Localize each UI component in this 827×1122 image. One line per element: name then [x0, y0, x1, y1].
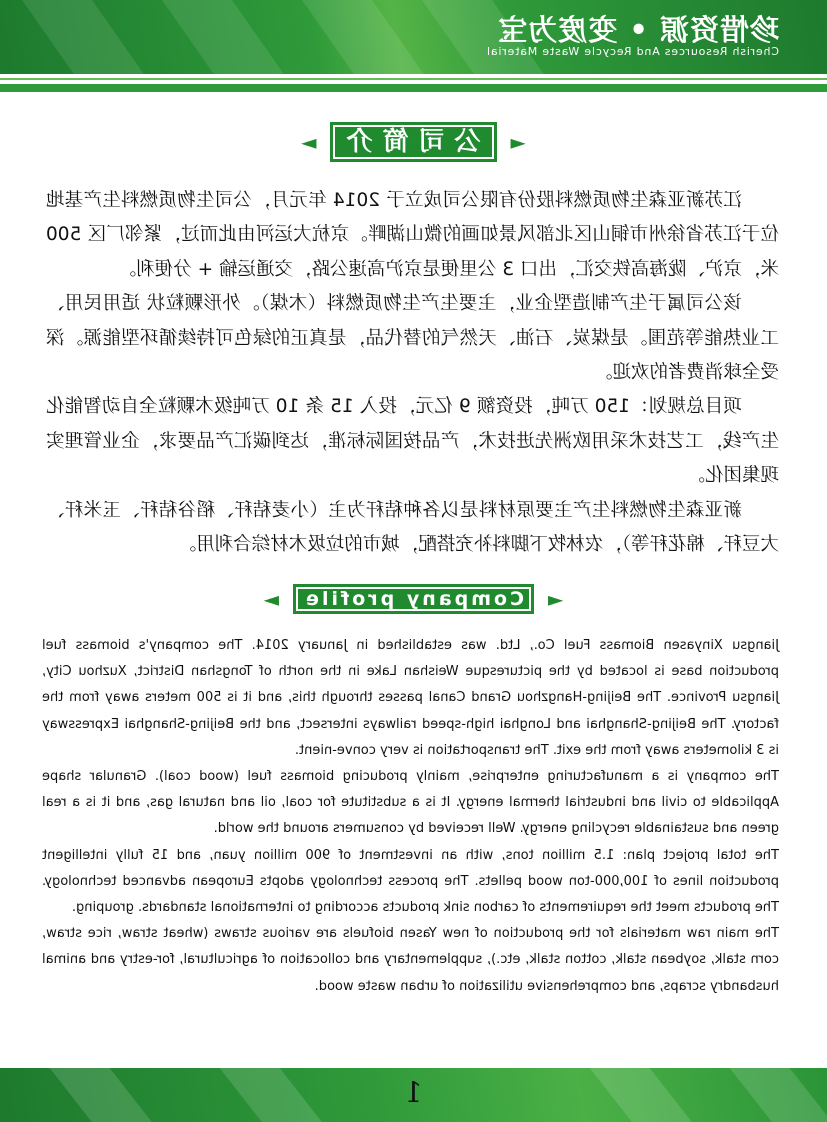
cn-paragraph: 该公司属于生产制造型企业，主要生产生物质燃料（木煤）。外形颗粒状 适用民用、工业热能等范围。是煤炭、石油、天然气的替代品，是真正的绿色可持续循环型能源。深受全球消费者的欢迎。 — [46, 293, 779, 384]
en-paragraph: The total project plan: 1.5 million tons, with an investment of 900 million yuan, and 15 fully intelligent production lines of 100,000-ton wood pellets. The process technology adopts European advanced technology. The products meet the requirements of carbon sink products according to international standards. grouping. — [42, 847, 779, 916]
page-number: 1 — [404, 1076, 423, 1109]
section-title-en — [0, 584, 827, 614]
en-paragraph: The main raw materials for the production of new Yasen biofuels are various straws (wheat straw, rice straw, corn stalk, soybean stalk, cotton stalk, etc.), supplementary and collocation of agricultural, for-estry and animal husbandry scraps, and comprehensive utilization of urban waste wood. — [42, 926, 779, 994]
footer-band — [0, 1068, 827, 1122]
header-stripe — [148, 0, 316, 74]
cn-paragraph: 项目总规划：150 万吨，投资额 9 亿元，投入 15 条 10 万吨级木颗粒全自动智能化生产线，工艺技术采用欧洲先进技术，产品按国际标准，达到碳汇产品要求，企业管理实现集团化。 — [46, 396, 779, 487]
header-stripe — [8, 0, 176, 74]
section-title-en-label: Company profile — [293, 584, 534, 614]
header-title: 珍惜资源 • 变废为宝 — [497, 13, 779, 47]
left-arrow-icon: ◄ — [510, 130, 526, 154]
header-subtitle: Cherish Resources And Recycle Waste Material — [486, 45, 779, 58]
header-divider — [0, 84, 827, 92]
section-title-cn — [0, 122, 827, 162]
en-paragraph: The company is a manufacturing enterprise, mainly producing biomass fuel (wood coal). Granular shape Applicable to civil and industrial thermal energy. It is a substitute for coal, oil and natural gas, and it is a real green and sustainable recycling energy. Well received by consumers around the world. — [42, 769, 779, 837]
en-paragraph: Jiangsu Xinyasen Biomass Fuel Co., Ltd. was established in January 2014. The company's biomass fuel production base is located by the picturesque Weishan Lake in the north of Tongshan District, Xuzhou City, Jiangsu Province. The Beijing-Hangzhou Grand Canal passes through this, and it is 500 meters away from the factory. The Beijing-Shanghai and Longhai high-speed railways intersect, and the Beijing-Shanghai Expressway is 3 kilometers away from the exit. The transportation is very conve-nient. — [42, 638, 779, 758]
english-body-text — [42, 633, 779, 1000]
right-arrow-icon: ► — [263, 587, 280, 611]
section-title-cn-label: 公司简介 — [331, 122, 497, 162]
cn-paragraph: 新亚森生物燃料生产主要原材料是以各种秸秆为主（小麦秸秆、稻谷秸秆、玉米秆、大豆秆、棉花秆等），农林牧下脚料补充搭配，城市的垃圾木材综合利用。 — [46, 499, 779, 556]
header-band — [0, 0, 827, 74]
cn-paragraph: 江苏新亚森生物质燃料股份有限公司成立于 2014 年元月，公司生物质燃料生产基地位于江苏省徐州市铜山区北部风景如画的微山湖畔。京杭大运河由此而过，紧邻厂区 500 米，京沪、陇海高铁交汇，出口 3 公里便是京沪高速公路，交通运输 + 分便利。 — [46, 190, 779, 280]
right-arrow-icon: ► — [301, 130, 317, 154]
chinese-body-text — [46, 184, 779, 562]
left-arrow-icon: ◄ — [547, 587, 564, 611]
header-divider-thin — [0, 78, 827, 80]
